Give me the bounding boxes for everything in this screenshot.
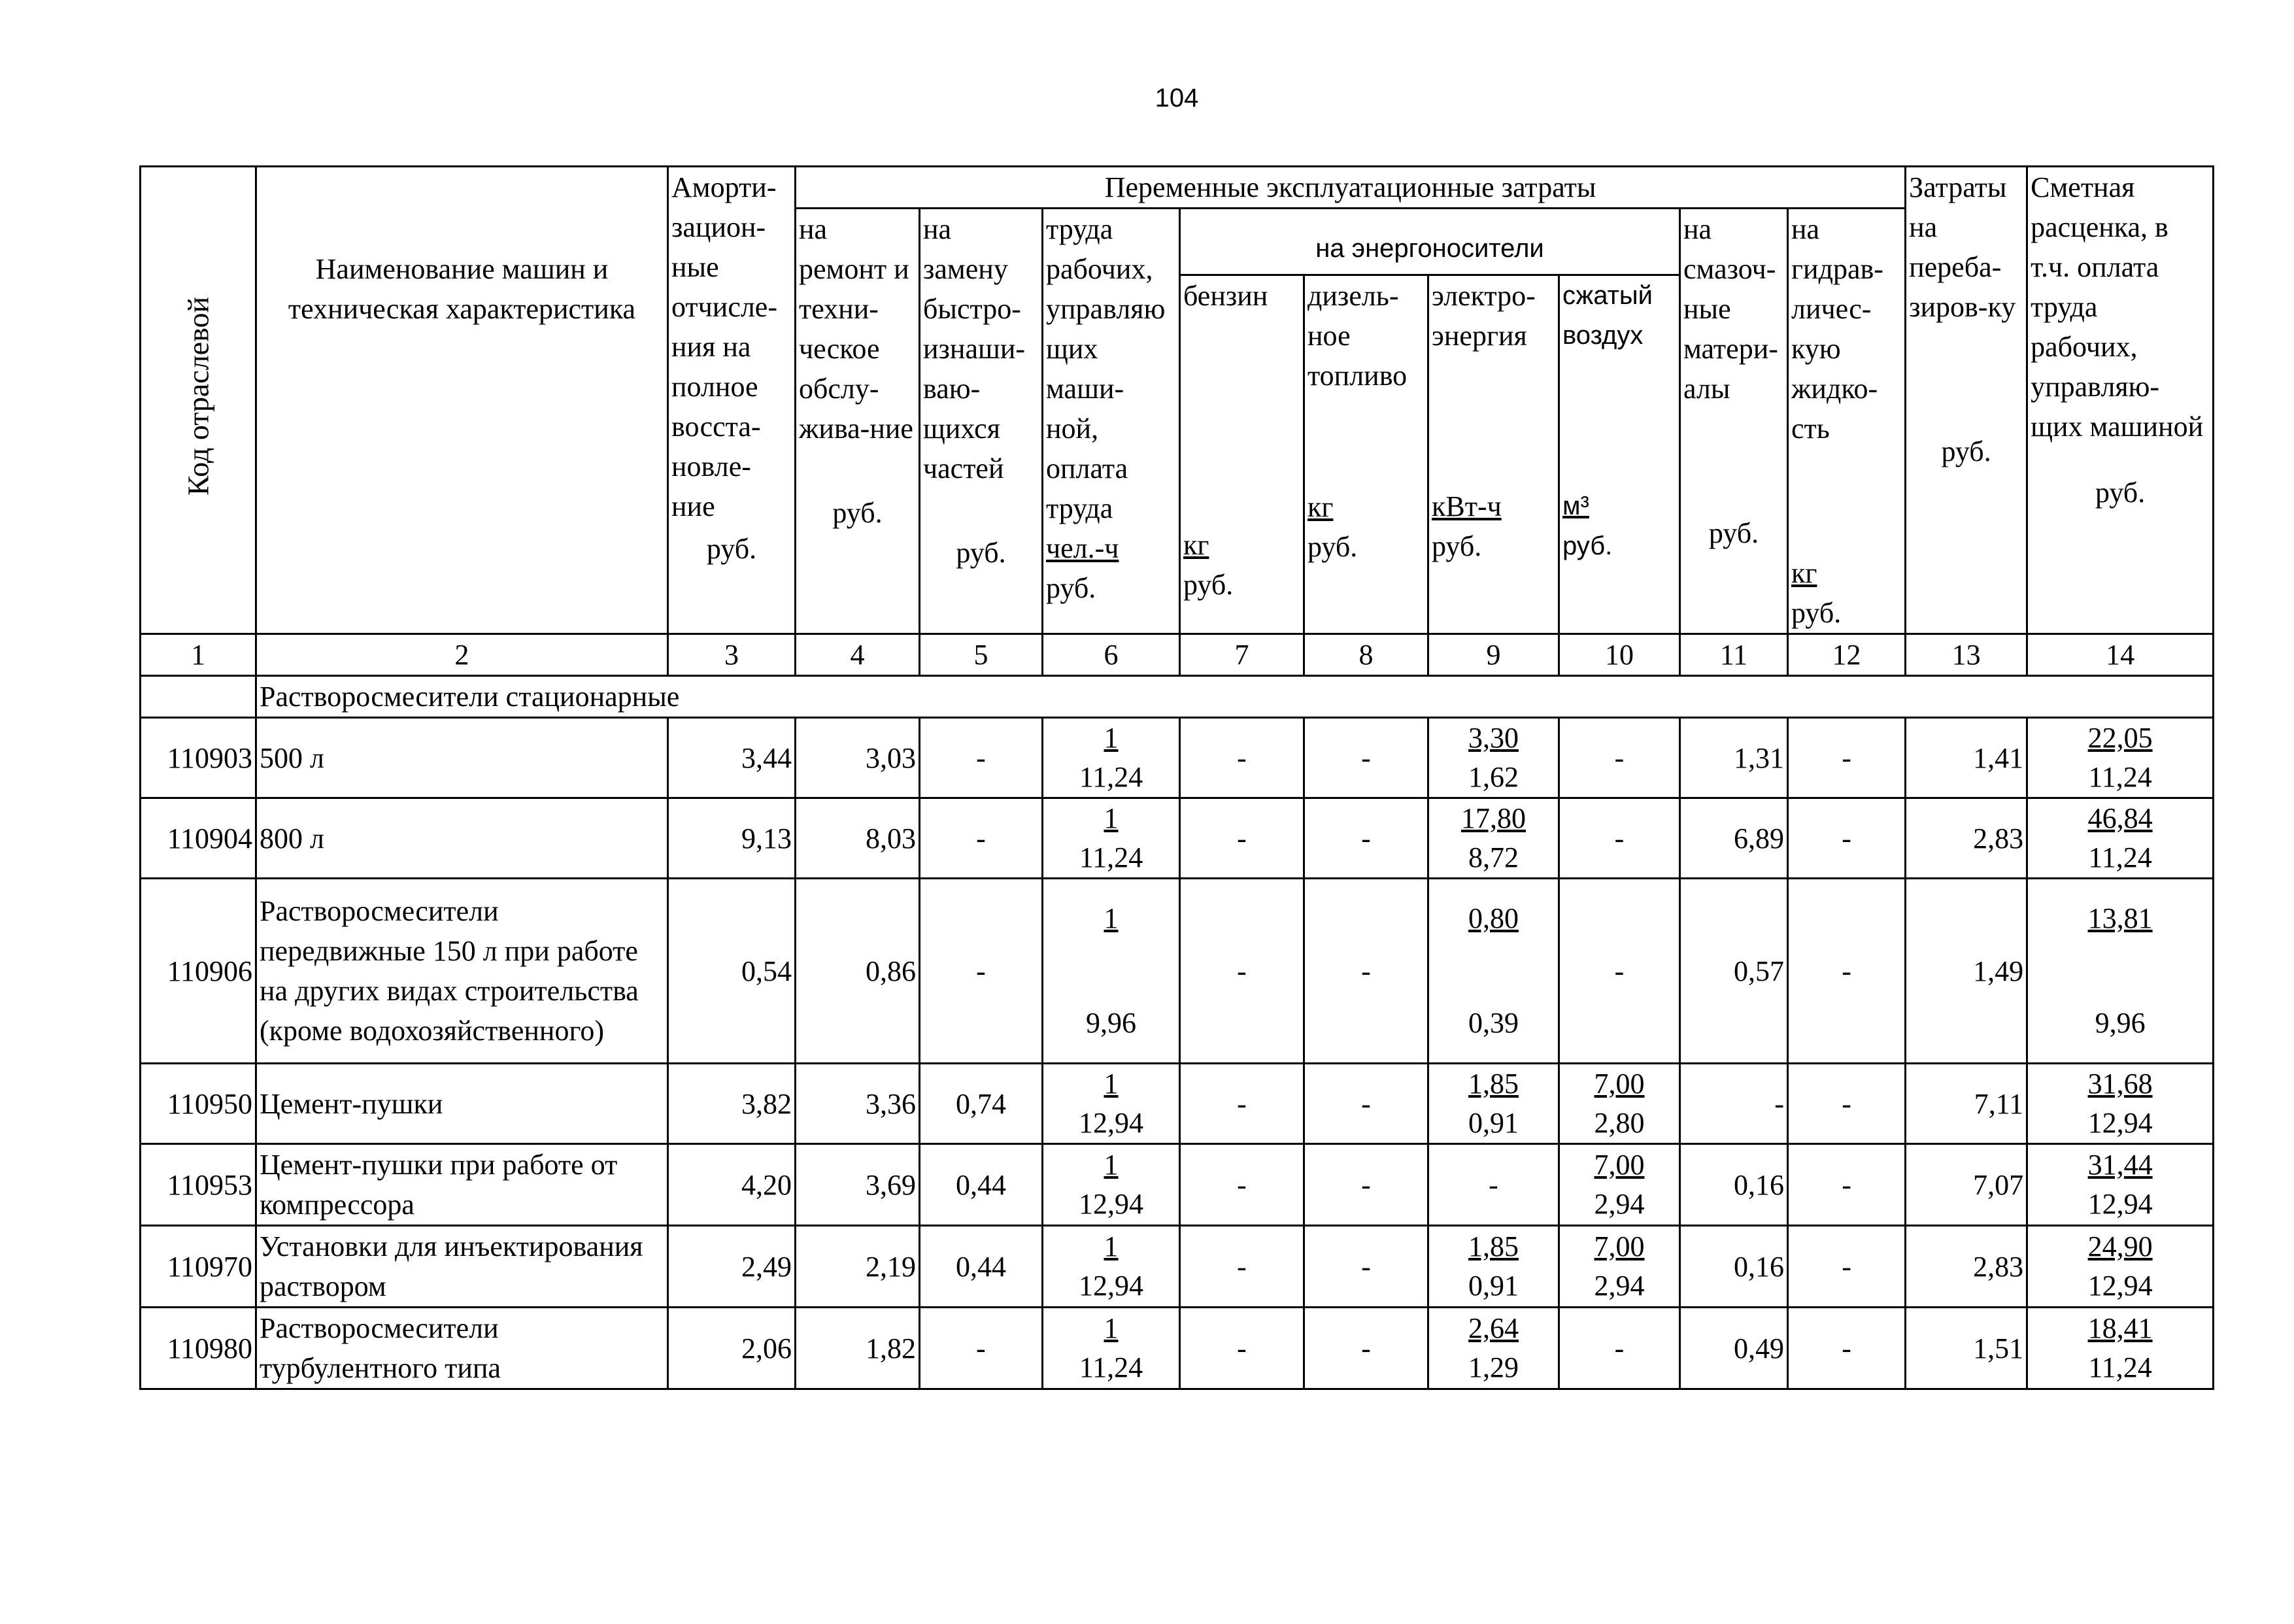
row-labor: $\frac{1}{11,24}$ bbox=[1043, 718, 1180, 798]
row-name: Цемент-пушки bbox=[256, 1064, 668, 1144]
row-hydr: - bbox=[1788, 1226, 1906, 1308]
row-estimate: $\frac{22,05}{11,24}$ bbox=[2027, 718, 2214, 798]
column-number: 6 bbox=[1043, 634, 1180, 676]
table-row bbox=[141, 1226, 2214, 1308]
col-code-header: Код отраслевой bbox=[141, 167, 256, 634]
row-amort: 3,44 bbox=[668, 718, 796, 798]
column-number: 3 bbox=[668, 634, 796, 676]
row-amort: 4,20 bbox=[668, 1144, 796, 1226]
row-estimate: $\frac{31,68}{12,94}$ bbox=[2027, 1064, 2214, 1144]
row-lube: 0,16 bbox=[1680, 1226, 1788, 1308]
row-air: - bbox=[1559, 879, 1680, 1064]
row-replace: 0,44 bbox=[920, 1226, 1043, 1308]
column-numbers-row bbox=[141, 634, 2214, 676]
row-relocate: 2,83 bbox=[1906, 798, 2027, 879]
table-row bbox=[141, 1064, 2214, 1144]
row-diesel: - bbox=[1304, 798, 1428, 879]
row-name: 500 л bbox=[256, 718, 668, 798]
row-repair: 1,82 bbox=[796, 1308, 920, 1389]
column-number: 10 bbox=[1559, 634, 1680, 676]
section-title: Растворосмесители стационарные bbox=[256, 676, 2214, 718]
row-petrol: - bbox=[1180, 1226, 1304, 1308]
column-number: 13 bbox=[1906, 634, 2027, 676]
col-lube-header: на смазоч-ные матери-алы руб. bbox=[1680, 209, 1788, 634]
col-repair-header: на ремонт и техни-ческое обслу-жива-ние руб. bbox=[796, 209, 920, 634]
row-electro: - bbox=[1428, 1144, 1559, 1226]
row-hydr: - bbox=[1788, 1064, 1906, 1144]
col-name-header: Наименование машин и техническая характеристика bbox=[256, 167, 668, 634]
row-repair: 3,36 bbox=[796, 1064, 920, 1144]
row-code: 110903 bbox=[141, 718, 256, 798]
variable-costs-header: Переменные эксплуатационные затраты bbox=[796, 167, 1906, 209]
row-petrol: - bbox=[1180, 1308, 1304, 1389]
row-air: $\frac{7,00}{2,80}$ bbox=[1559, 1064, 1680, 1144]
column-number: 9 bbox=[1428, 634, 1559, 676]
column-number: 4 bbox=[796, 634, 920, 676]
col-electro-header: электро-энергия кВт-ч руб. bbox=[1428, 275, 1559, 634]
energy-header: на энергоносители bbox=[1180, 209, 1680, 275]
col-replace-header: на замену быстро-изнаши-ваю-щихся частей руб. bbox=[920, 209, 1043, 634]
row-estimate: $\frac{31,44}{12,94}$ bbox=[2027, 1144, 2214, 1226]
row-relocate: 1,49 bbox=[1906, 879, 2027, 1064]
row-replace: - bbox=[920, 879, 1043, 1064]
row-code: 110904 bbox=[141, 798, 256, 879]
row-amort: 0,54 bbox=[668, 879, 796, 1064]
row-replace: 0,74 bbox=[920, 1064, 1043, 1144]
row-repair: 2,19 bbox=[796, 1226, 920, 1308]
row-name: Установки для инъектирования раствором bbox=[256, 1226, 668, 1308]
row-replace: - bbox=[920, 798, 1043, 879]
row-lube: - bbox=[1680, 1064, 1788, 1144]
row-code: 110953 bbox=[141, 1144, 256, 1226]
row-relocate: 7,07 bbox=[1906, 1144, 2027, 1226]
row-labor: $\frac{1}{12,94}$ bbox=[1043, 1144, 1180, 1226]
row-estimate: $\frac{18,41}{11,24}$ bbox=[2027, 1308, 2214, 1389]
table-row bbox=[141, 1308, 2214, 1389]
row-diesel: - bbox=[1304, 1064, 1428, 1144]
row-name: Растворосмесители передвижные 150 л при работе на других видах строительства (кроме водохозяйственного) bbox=[256, 879, 668, 1064]
row-electro: $\frac{3,30}{1,62}$ bbox=[1428, 718, 1559, 798]
column-number: 8 bbox=[1304, 634, 1428, 676]
row-lube: 6,89 bbox=[1680, 798, 1788, 879]
table-row bbox=[141, 718, 2214, 798]
row-lube: 0,57 bbox=[1680, 879, 1788, 1064]
row-amort: 2,06 bbox=[668, 1308, 796, 1389]
row-air: - bbox=[1559, 718, 1680, 798]
col-amort-header: Аморти-зацион-ные отчисле-ния на полное восста-новле-ние руб. bbox=[668, 167, 796, 634]
row-relocate: 2,83 bbox=[1906, 1226, 2027, 1308]
row-repair: 3,03 bbox=[796, 718, 920, 798]
row-diesel: - bbox=[1304, 1144, 1428, 1226]
row-code: 110980 bbox=[141, 1308, 256, 1389]
col-relocate-header: Затраты на переба-зиров-ку руб. bbox=[1906, 167, 2027, 634]
row-relocate: 1,51 bbox=[1906, 1308, 2027, 1389]
table-row bbox=[141, 879, 2214, 1064]
col-hydr-header: на гидрав-личес-кую жидко-сть кг руб. bbox=[1788, 209, 1906, 634]
row-relocate: 1,41 bbox=[1906, 718, 2027, 798]
row-labor: $\frac{1}{9,96}$ bbox=[1043, 879, 1180, 1064]
row-diesel: - bbox=[1304, 718, 1428, 798]
row-code: 110906 bbox=[141, 879, 256, 1064]
column-number: 1 bbox=[141, 634, 256, 676]
row-lube: 0,16 bbox=[1680, 1144, 1788, 1226]
row-labor: $\frac{1}{12,94}$ bbox=[1043, 1226, 1180, 1308]
row-diesel: - bbox=[1304, 1308, 1428, 1389]
row-air: - bbox=[1559, 1308, 1680, 1389]
row-repair: 8,03 bbox=[796, 798, 920, 879]
row-labor: $\frac{1}{11,24}$ bbox=[1043, 798, 1180, 879]
section-row bbox=[141, 676, 2214, 718]
row-hydr: - bbox=[1788, 718, 1906, 798]
row-air: $\frac{7,00}{2,94}$ bbox=[1559, 1144, 1680, 1226]
row-hydr: - bbox=[1788, 798, 1906, 879]
row-estimate: $\frac{24,90}{12,94}$ bbox=[2027, 1226, 2214, 1308]
row-estimate: $\frac{46,84}{11,24}$ bbox=[2027, 798, 2214, 879]
column-number: 12 bbox=[1788, 634, 1906, 676]
row-electro: $\frac{17,80}{8,72}$ bbox=[1428, 798, 1559, 879]
row-petrol: - bbox=[1180, 879, 1304, 1064]
row-hydr: - bbox=[1788, 879, 1906, 1064]
row-code: 110950 bbox=[141, 1064, 256, 1144]
row-code: 110970 bbox=[141, 1226, 256, 1308]
row-hydr: - bbox=[1788, 1308, 1906, 1389]
column-number: 7 bbox=[1180, 634, 1304, 676]
row-name: 800 л bbox=[256, 798, 668, 879]
row-electro: $\frac{1,85}{0,91}$ bbox=[1428, 1064, 1559, 1144]
row-electro: $\frac{1,85}{0,91}$ bbox=[1428, 1226, 1559, 1308]
row-estimate: $\frac{13,81}{9,96}$ bbox=[2027, 879, 2214, 1064]
row-air: $\frac{7,00}{2,94}$ bbox=[1559, 1226, 1680, 1308]
column-number: 2 bbox=[256, 634, 668, 676]
row-relocate: 7,11 bbox=[1906, 1064, 2027, 1144]
header-row-1 bbox=[141, 167, 2214, 209]
row-repair: 0,86 bbox=[796, 879, 920, 1064]
col-estimate-header: Сметная расценка, в т.ч. оплата труда рабочих, управляю-щих машиной руб. bbox=[2027, 167, 2214, 634]
col-labor-header: труда рабочих, управляю щих маши-ной, оплата труда чел.-ч руб. bbox=[1043, 209, 1180, 634]
row-petrol: - bbox=[1180, 1064, 1304, 1144]
row-electro: $\frac{0,80}{0,39}$ bbox=[1428, 879, 1559, 1064]
row-diesel: - bbox=[1304, 1226, 1428, 1308]
column-number: 14 bbox=[2027, 634, 2214, 676]
row-hydr: - bbox=[1788, 1144, 1906, 1226]
row-air: - bbox=[1559, 798, 1680, 879]
page-number: 104 bbox=[1155, 84, 1199, 112]
row-name: Цемент-пушки при работе от компрессора bbox=[256, 1144, 668, 1226]
row-electro: $\frac{2,64}{1,29}$ bbox=[1428, 1308, 1559, 1389]
col-petrol-header: бензин кг руб. bbox=[1180, 275, 1304, 634]
row-amort: 2,49 bbox=[668, 1226, 796, 1308]
machine-cost-table bbox=[139, 165, 2214, 1390]
col-air-header: сжатый воздух м³ руб. bbox=[1559, 275, 1680, 634]
row-replace: 0,44 bbox=[920, 1144, 1043, 1226]
row-amort: 9,13 bbox=[668, 798, 796, 879]
row-lube: 1,31 bbox=[1680, 718, 1788, 798]
table-row bbox=[141, 1144, 2214, 1226]
row-replace: - bbox=[920, 718, 1043, 798]
row-name: Растворосмесители турбулентного типа bbox=[256, 1308, 668, 1389]
column-number: 5 bbox=[920, 634, 1043, 676]
row-petrol: - bbox=[1180, 798, 1304, 879]
row-petrol: - bbox=[1180, 718, 1304, 798]
row-diesel: - bbox=[1304, 879, 1428, 1064]
row-repair: 3,69 bbox=[796, 1144, 920, 1226]
row-amort: 3,82 bbox=[668, 1064, 796, 1144]
row-labor: $\frac{1}{11,24}$ bbox=[1043, 1308, 1180, 1389]
column-number: 11 bbox=[1680, 634, 1788, 676]
table-row bbox=[141, 798, 2214, 879]
row-replace: - bbox=[920, 1308, 1043, 1389]
row-labor: $\frac{1}{12,94}$ bbox=[1043, 1064, 1180, 1144]
col-diesel-header: дизель-ное топливо кг руб. bbox=[1304, 275, 1428, 634]
row-lube: 0,49 bbox=[1680, 1308, 1788, 1389]
row-petrol: - bbox=[1180, 1144, 1304, 1226]
